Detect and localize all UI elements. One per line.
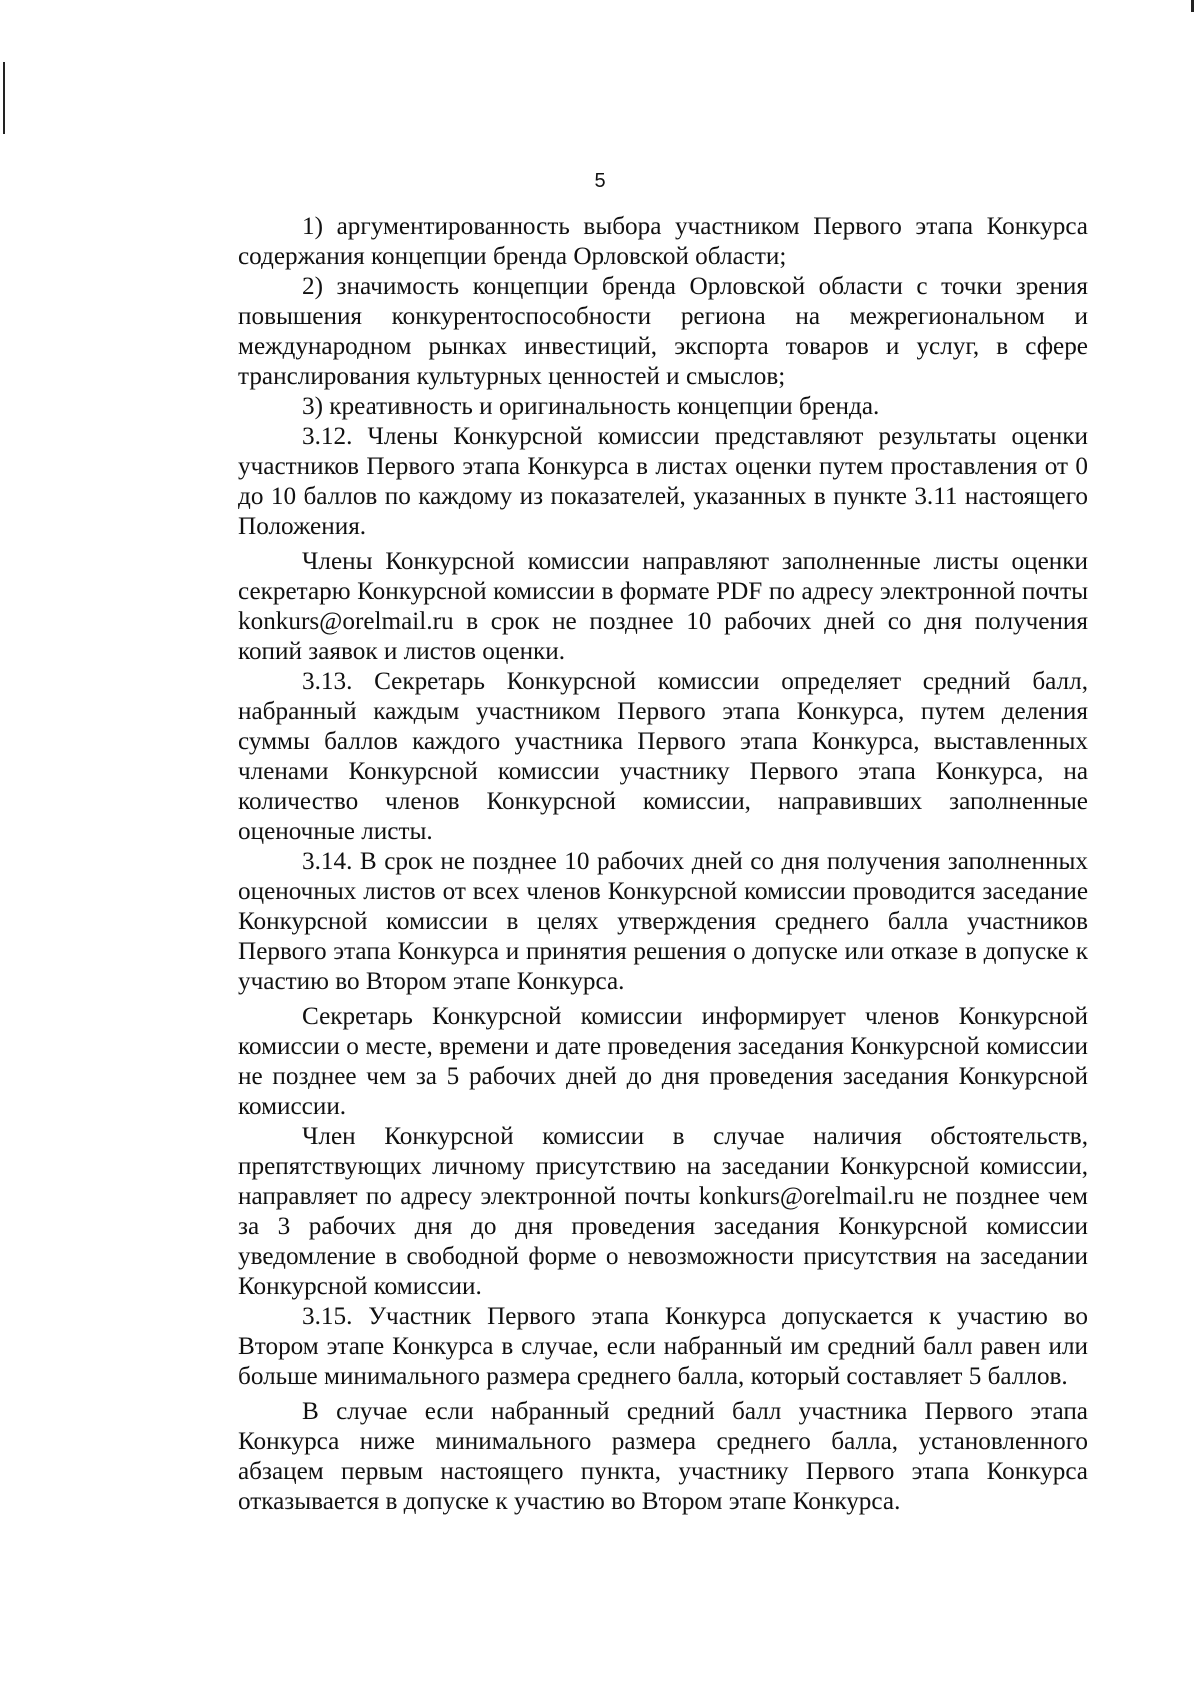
paragraph-3-12-submission: Члены Конкурсной комиссии направляют заполненные листы оценки секретарю Конкурсной комиссии в формате PDF по адресу электронной почты konkurs@orelmail.ru в срок не позднее 10 рабочих дней со дня получения копий заявок и листов оценки.	[238, 548, 1088, 665]
paragraph-criterion-2: 2) значимость концепции бренда Орловской области с точки зрения повышения конкурентоспособности региона на межрегиональном и международном рынках инвестиций, экспорта товаров и услуг, в сфере транслирования культурных ценностей и смыслов;	[238, 273, 1088, 390]
paragraph-3-15: 3.15. Участник Первого этапа Конкурса допускается к участию во Втором этапе Конкурса в случае, если набранный им средний балл равен или больше минимального размера среднего балла, который составляет 5 баллов.	[238, 1303, 1088, 1390]
paragraph-3-14-absence: Член Конкурсной комиссии в случае наличия обстоятельств, препятствующих личному присутствию на заседании Конкурсной комиссии, направляет по адресу электронной почты konkurs@orelmail.ru не позднее чем за 3 рабочих дня до дня проведения заседания Конкурсной комиссии уведомление в свободной форме о невозможности присутствия на заседании Конкурсной комиссии.	[238, 1123, 1088, 1300]
paragraph-3-14-notification: Секретарь Конкурсной комиссии информирует членов Конкурсной комиссии о месте, времени и дате проведения заседания Конкурсной комиссии не позднее чем за 5 рабочих дней до дня проведения заседания Конкурсной комиссии.	[238, 1003, 1088, 1120]
paragraph-criterion-3: 3) креативность и оригинальность концепции бренда.	[302, 393, 880, 420]
document-body	[238, 212, 1088, 1517]
paragraph-3-12: 3.12. Члены Конкурсной комиссии представляют результаты оценки участников Первого этапа Конкурса в листах оценки путем проставления от 0 до 10 баллов по каждому из показателей, указанных в пункте 3.11 настоящего Положения.	[238, 423, 1088, 540]
paragraph-3-14: 3.14. В срок не позднее 10 рабочих дней со дня получения заполненных оценочных листов от всех членов Конкурсной комиссии проводится заседание Конкурсной комиссии в целях утверждения среднего балла участников Первого этапа Конкурса и принятия решения о допуске или отказе в допуске к участию во Втором этапе Конкурса.	[238, 848, 1088, 995]
paragraph-criterion-1: 1) аргументированность выбора участником Первого этапа Конкурса содержания концепции бренда Орловской области;	[238, 213, 1088, 270]
scan-edge-mark-right	[1191, 0, 1194, 12]
paragraph-3-15-refusal: В случае если набранный средний балл участника Первого этапа Конкурса ниже минимального размера среднего балла, установленного абзацем первым настоящего пункта, участнику Первого этапа Конкурса отказывается в допуске к участию во Втором этапе Конкурса.	[238, 1398, 1088, 1515]
paragraph-3-13: 3.13. Секретарь Конкурсной комиссии определяет средний балл, набранный каждым участником Первого этапа Конкурса, путем деления суммы баллов каждого участника Первого этапа Конкурса, выставленных членами Конкурсной комиссии участнику Первого этапа Конкурса, на количество членов Конкурсной комиссии, направивших заполненные оценочные листы.	[238, 668, 1088, 845]
scan-edge-mark-left	[3, 62, 5, 134]
page-number: 5	[594, 170, 606, 192]
